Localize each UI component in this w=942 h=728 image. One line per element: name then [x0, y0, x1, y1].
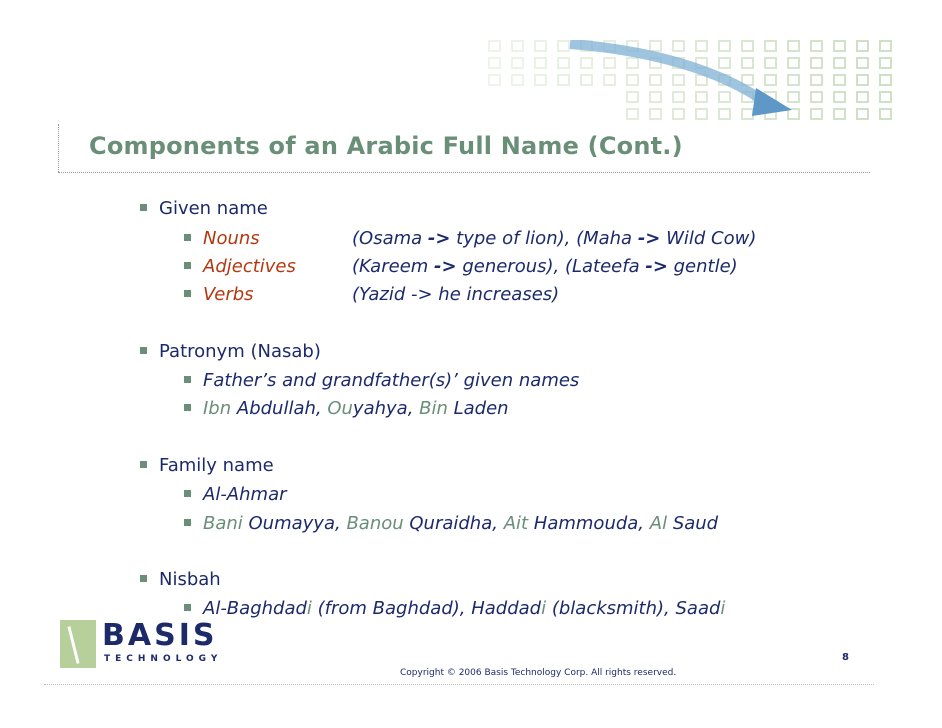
- grid-square: [534, 40, 547, 52]
- bullet-family-name: Family name: [140, 455, 274, 477]
- sub-bullet-verbs: Verbs (Yazid -> he increases): [184, 284, 254, 306]
- grid-square: [488, 74, 501, 86]
- bullet-square-icon: [184, 290, 191, 297]
- slide-title: Components of an Arabic Full Name (Cont.): [89, 132, 683, 160]
- grid-square: [810, 74, 823, 86]
- title-rule-horizontal: [58, 172, 870, 173]
- bullet-patronym: Patronym (Nasab): [140, 341, 321, 363]
- bullet-square-icon: [184, 234, 191, 241]
- grid-square: [879, 40, 892, 52]
- grid-square: [810, 108, 823, 120]
- bullet-square-icon: [184, 404, 191, 411]
- grid-square: [810, 91, 823, 103]
- grid-square: [856, 91, 869, 103]
- copyright-notice: Copyright © 2006 Basis Technology Corp. All rights reserved.: [400, 668, 677, 678]
- sub-bullet-family-example-2: Bani Oumayya, Banou Quraidha, Ait Hammouda, Al Saud: [184, 513, 718, 535]
- grid-square: [856, 74, 869, 86]
- sub-bullet-adjectives: Adjectives (Kareem -> generous), (Lateefa -> gentle): [184, 256, 296, 278]
- arrow-decoration-icon: [560, 40, 810, 120]
- grid-square: [833, 40, 846, 52]
- grid-square: [810, 40, 823, 52]
- grid-square: [488, 40, 501, 52]
- bullet-square-icon: [184, 490, 191, 497]
- grid-square: [810, 57, 823, 69]
- basis-technology-logo: BASIS TECHNOLOGY: [58, 618, 210, 672]
- grid-square: [879, 91, 892, 103]
- sub-bullet-family-example-1: Al-Ahmar: [184, 484, 287, 506]
- sub-bullet-patronym-examples: Ibn Abdullah, Ouyahya, Bin Laden: [184, 398, 509, 420]
- bullet-square-icon: [140, 204, 147, 211]
- grid-square: [856, 108, 869, 120]
- grid-square: [511, 74, 524, 86]
- sub-bullet-nouns: Nouns (Osama -> type of lion), (Maha -> Wild Cow): [184, 228, 260, 250]
- sub-bullet-patronym-description: Father’s and grandfather(s)’ given names: [184, 370, 579, 392]
- grid-square: [511, 57, 524, 69]
- grid-square: [534, 74, 547, 86]
- bullet-square-icon: [184, 376, 191, 383]
- leaf-icon: [60, 620, 96, 668]
- bullet-square-icon: [184, 519, 191, 526]
- bullet-square-icon: [140, 347, 147, 354]
- grid-square: [833, 108, 846, 120]
- bullet-given-name: Given name: [140, 198, 268, 220]
- bullet-square-icon: [184, 262, 191, 269]
- grid-square: [488, 57, 501, 69]
- grid-square: [833, 57, 846, 69]
- grid-square: [534, 57, 547, 69]
- sub-bullet-nisbah-examples: Al-Baghdadi (from Baghdad), Haddadi (blacksmith), Saadi: [184, 598, 725, 620]
- grid-square: [833, 91, 846, 103]
- grid-square: [511, 40, 524, 52]
- title-rule-vertical: [58, 124, 59, 172]
- grid-square: [879, 57, 892, 69]
- bullet-square-icon: [140, 461, 147, 468]
- grid-square: [856, 40, 869, 52]
- grid-square: [856, 57, 869, 69]
- grid-square: [833, 74, 846, 86]
- grid-square: [879, 108, 892, 120]
- bullet-nisbah: Nisbah: [140, 569, 221, 591]
- bullet-square-icon: [184, 604, 191, 611]
- footer-rule: [44, 684, 874, 685]
- page-number: 8: [842, 652, 849, 663]
- grid-square: [879, 74, 892, 86]
- bullet-square-icon: [140, 575, 147, 582]
